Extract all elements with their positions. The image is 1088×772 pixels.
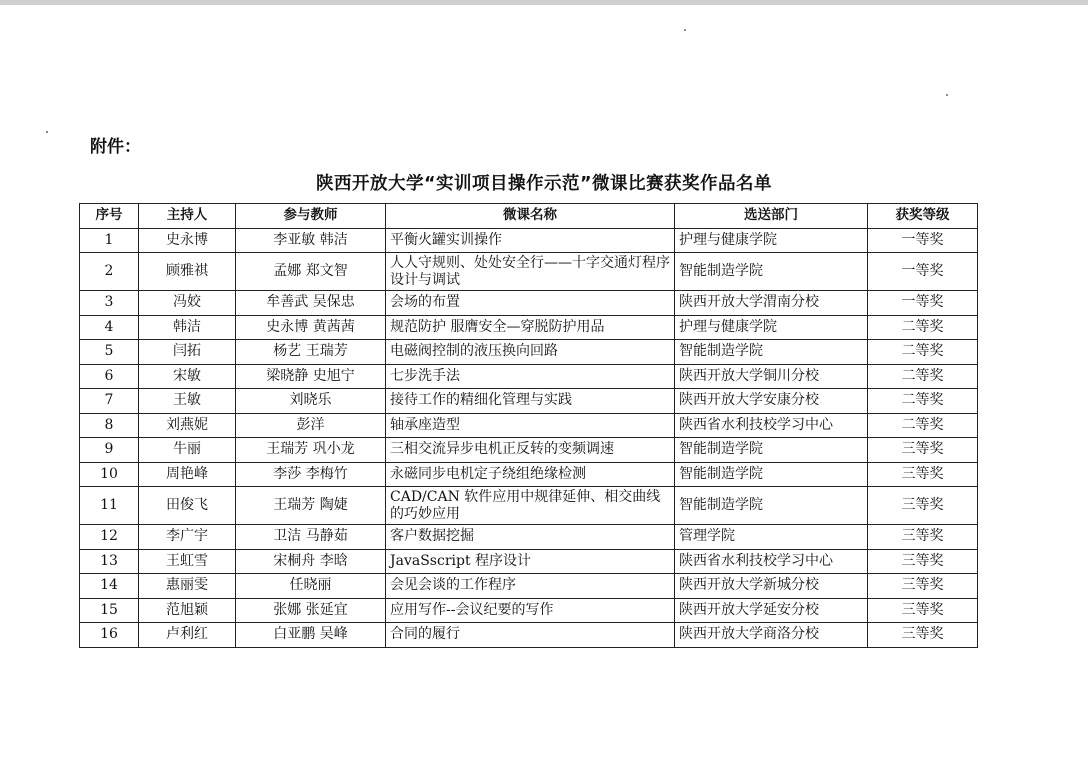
cell-dept: 智能制造学院 bbox=[675, 253, 868, 291]
table-row bbox=[80, 253, 978, 291]
cell-dept: 管理学院 bbox=[675, 525, 868, 550]
cell-no: 2 bbox=[80, 253, 139, 291]
cell-dept: 陕西开放大学商洛分校 bbox=[675, 623, 868, 648]
table-row bbox=[80, 598, 978, 623]
cell-award: 一等奖 bbox=[868, 228, 978, 253]
cell-dept: 陕西省水利技校学习中心 bbox=[675, 549, 868, 574]
cell-course: 接待工作的精细化管理与实践 bbox=[386, 389, 675, 414]
cell-host: 韩洁 bbox=[139, 315, 236, 340]
cell-host: 史永博 bbox=[139, 228, 236, 253]
cell-dept: 智能制造学院 bbox=[675, 462, 868, 487]
cell-award: 二等奖 bbox=[868, 364, 978, 389]
cell-teachers: 杨艺 王瑞芳 bbox=[236, 340, 386, 365]
header-dept: 选送部门 bbox=[675, 204, 868, 229]
cell-teachers: 宋桐舟 李晗 bbox=[236, 549, 386, 574]
header-award: 获奖等级 bbox=[868, 204, 978, 229]
cell-dept: 陕西开放大学安康分校 bbox=[675, 389, 868, 414]
cell-dept: 护理与健康学院 bbox=[675, 228, 868, 253]
cell-no: 3 bbox=[80, 291, 139, 316]
cell-host: 宋敏 bbox=[139, 364, 236, 389]
header-teachers: 参与教师 bbox=[236, 204, 386, 229]
cell-host: 牛丽 bbox=[139, 438, 236, 463]
table-row bbox=[80, 364, 978, 389]
cell-award: 三等奖 bbox=[868, 487, 978, 525]
cell-no: 1 bbox=[80, 228, 139, 253]
cell-award: 三等奖 bbox=[868, 549, 978, 574]
cell-course: 三相交流异步电机正反转的变频调速 bbox=[386, 438, 675, 463]
cell-no: 12 bbox=[80, 525, 139, 550]
cell-dept: 护理与健康学院 bbox=[675, 315, 868, 340]
table-row bbox=[80, 389, 978, 414]
scan-speck bbox=[46, 131, 48, 133]
header-course: 微课名称 bbox=[386, 204, 675, 229]
cell-dept: 陕西开放大学新城分校 bbox=[675, 574, 868, 599]
cell-no: 7 bbox=[80, 389, 139, 414]
table-row bbox=[80, 525, 978, 550]
cell-host: 王虹雪 bbox=[139, 549, 236, 574]
cell-award: 二等奖 bbox=[868, 315, 978, 340]
cell-teachers: 李莎 李梅竹 bbox=[236, 462, 386, 487]
cell-no: 9 bbox=[80, 438, 139, 463]
cell-course: 合同的履行 bbox=[386, 623, 675, 648]
cell-no: 13 bbox=[80, 549, 139, 574]
cell-teachers: 任晓丽 bbox=[236, 574, 386, 599]
cell-award: 三等奖 bbox=[868, 462, 978, 487]
cell-no: 8 bbox=[80, 413, 139, 438]
cell-host: 惠丽雯 bbox=[139, 574, 236, 599]
cell-host: 李广宇 bbox=[139, 525, 236, 550]
cell-course: 会见会谈的工作程序 bbox=[386, 574, 675, 599]
cell-host: 范旭颖 bbox=[139, 598, 236, 623]
table-row bbox=[80, 438, 978, 463]
cell-award: 二等奖 bbox=[868, 389, 978, 414]
cell-teachers: 王瑞芳 陶婕 bbox=[236, 487, 386, 525]
cell-dept: 智能制造学院 bbox=[675, 438, 868, 463]
cell-course: 永磁同步电机定子绕组绝缘检测 bbox=[386, 462, 675, 487]
cell-no: 5 bbox=[80, 340, 139, 365]
header-host: 主持人 bbox=[139, 204, 236, 229]
attachment-label: 附件： bbox=[90, 137, 141, 157]
cell-no: 6 bbox=[80, 364, 139, 389]
cell-host: 闫拓 bbox=[139, 340, 236, 365]
cell-dept: 智能制造学院 bbox=[675, 487, 868, 525]
cell-course: 平衡火罐实训操作 bbox=[386, 228, 675, 253]
cell-host: 顾雅祺 bbox=[139, 253, 236, 291]
cell-teachers: 王瑞芳 巩小龙 bbox=[236, 438, 386, 463]
cell-no: 10 bbox=[80, 462, 139, 487]
cell-no: 14 bbox=[80, 574, 139, 599]
table-row bbox=[80, 462, 978, 487]
table-row bbox=[80, 623, 978, 648]
cell-course: 客户数据挖掘 bbox=[386, 525, 675, 550]
cell-course: JavaSscript 程序设计 bbox=[386, 549, 675, 574]
table-row bbox=[80, 574, 978, 599]
document-title: 陕西开放大学“实训项目操作示范”微课比赛获奖作品名单 bbox=[315, 174, 772, 194]
table-row bbox=[80, 487, 978, 525]
cell-host: 田俊飞 bbox=[139, 487, 236, 525]
cell-host: 冯姣 bbox=[139, 291, 236, 316]
cell-teachers: 张娜 张延宜 bbox=[236, 598, 386, 623]
cell-teachers: 白亚鹏 吴峰 bbox=[236, 623, 386, 648]
cell-award: 一等奖 bbox=[868, 291, 978, 316]
cell-course: 轴承座造型 bbox=[386, 413, 675, 438]
cell-teachers: 卫洁 马静茹 bbox=[236, 525, 386, 550]
cell-teachers: 刘晓乐 bbox=[236, 389, 386, 414]
cell-teachers: 李亚敏 韩洁 bbox=[236, 228, 386, 253]
cell-award: 三等奖 bbox=[868, 438, 978, 463]
cell-dept: 智能制造学院 bbox=[675, 340, 868, 365]
cell-course: 人人守规则、处处安全行——十字交通灯程序设计与调试 bbox=[386, 253, 675, 291]
cell-award: 三等奖 bbox=[868, 598, 978, 623]
cell-dept: 陕西开放大学铜川分校 bbox=[675, 364, 868, 389]
cell-award: 二等奖 bbox=[868, 413, 978, 438]
cell-award: 三等奖 bbox=[868, 574, 978, 599]
cell-dept: 陕西开放大学延安分校 bbox=[675, 598, 868, 623]
cell-no: 15 bbox=[80, 598, 139, 623]
cell-teachers: 孟娜 郑文智 bbox=[236, 253, 386, 291]
cell-dept: 陕西省水利技校学习中心 bbox=[675, 413, 868, 438]
cell-teachers: 牟善武 吴保忠 bbox=[236, 291, 386, 316]
table-row bbox=[80, 413, 978, 438]
cell-teachers: 梁晓静 史旭宁 bbox=[236, 364, 386, 389]
cell-host: 王敏 bbox=[139, 389, 236, 414]
cell-course: 规范防护 服膺安全—穿脱防护用品 bbox=[386, 315, 675, 340]
table-row bbox=[80, 228, 978, 253]
cell-host: 卢利红 bbox=[139, 623, 236, 648]
scan-speck bbox=[684, 29, 686, 31]
table-header-row bbox=[80, 204, 978, 229]
scan-top-edge bbox=[0, 0, 1088, 5]
table-row bbox=[80, 315, 978, 340]
cell-course: 电磁阀控制的液压换向回路 bbox=[386, 340, 675, 365]
cell-course: 会场的布置 bbox=[386, 291, 675, 316]
cell-host: 周艳峰 bbox=[139, 462, 236, 487]
cell-teachers: 史永博 黄茜茜 bbox=[236, 315, 386, 340]
cell-dept: 陕西开放大学渭南分校 bbox=[675, 291, 868, 316]
table-row bbox=[80, 340, 978, 365]
table-row bbox=[80, 291, 978, 316]
cell-course: 应用写作--会议纪要的写作 bbox=[386, 598, 675, 623]
cell-course: 七步洗手法 bbox=[386, 364, 675, 389]
cell-award: 二等奖 bbox=[868, 340, 978, 365]
cell-award: 三等奖 bbox=[868, 525, 978, 550]
scan-speck bbox=[946, 94, 948, 96]
cell-award: 三等奖 bbox=[868, 623, 978, 648]
cell-award: 一等奖 bbox=[868, 253, 978, 291]
cell-host: 刘燕妮 bbox=[139, 413, 236, 438]
cell-no: 16 bbox=[80, 623, 139, 648]
cell-teachers: 彭洋 bbox=[236, 413, 386, 438]
cell-no: 4 bbox=[80, 315, 139, 340]
cell-course: CAD/CAN 软件应用中规律延伸、相交曲线的巧妙应用 bbox=[386, 487, 675, 525]
header-no: 序号 bbox=[80, 204, 139, 229]
table-row bbox=[80, 549, 978, 574]
cell-no: 11 bbox=[80, 487, 139, 525]
award-list-table bbox=[79, 203, 978, 648]
